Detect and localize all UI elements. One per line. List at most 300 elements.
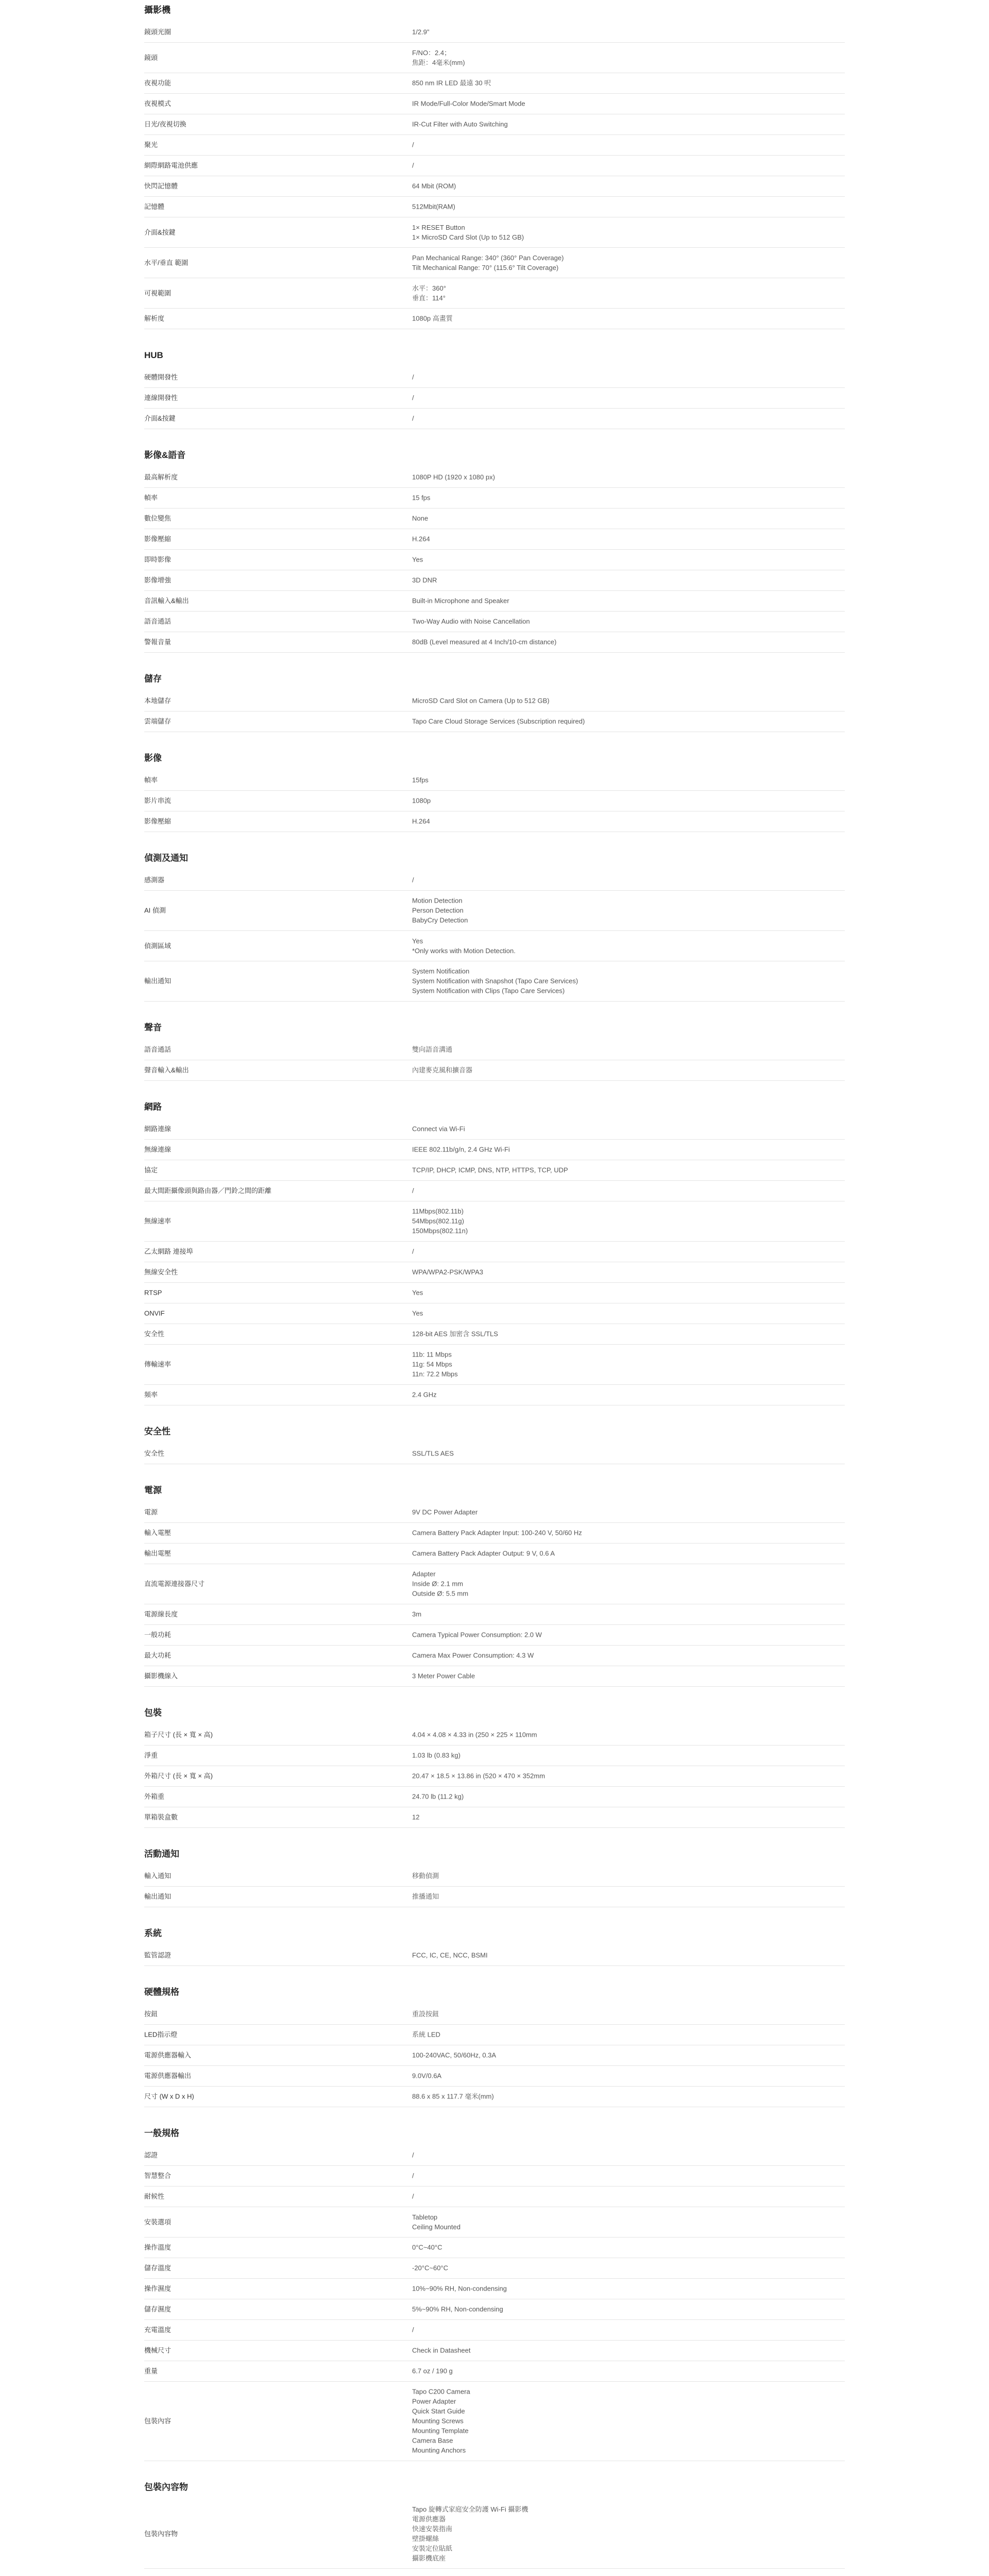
- spec-value: [412, 936, 834, 956]
- spec-value: [412, 2243, 834, 2252]
- spec-value: [412, 2284, 834, 2294]
- spec-value-line: /: [412, 414, 414, 422]
- spec-row: [144, 2319, 845, 2341]
- spec-value-line: 11g: 54 Mbps: [412, 1360, 452, 1368]
- spec-value-line: 10%~90% RH, Non-condensing: [412, 2284, 507, 2293]
- spec-value-line: 系統 LED: [412, 2030, 440, 2039]
- spec-label: 本地儲存: [144, 697, 172, 705]
- spec-value-line: Ceiling Mounted: [412, 2223, 461, 2231]
- spec-value-line: Camera Battery Pack Adapter Output: 9 V, 0.6 A: [412, 1549, 555, 1557]
- spec-value: [412, 1671, 834, 1681]
- spec-value: [412, 1288, 834, 1298]
- spec-row: [144, 1502, 845, 1523]
- spec-value-line: 雙向語音溝通: [412, 1045, 453, 1054]
- spec-value-line: Yes: [412, 1289, 423, 1297]
- spec-value-line: Motion Detection: [412, 896, 463, 905]
- spec-label: 偵測區域: [144, 942, 172, 950]
- spec-row: [144, 1564, 845, 1604]
- spec-label: 智慧整合: [144, 2172, 172, 2180]
- spec-label: 操作濕度: [144, 2284, 172, 2293]
- spec-value: [412, 78, 834, 88]
- spec-value: [412, 181, 834, 191]
- spec-row: [144, 1324, 845, 1345]
- spec-label: 按鈕: [144, 2010, 158, 2018]
- spec-row: [144, 247, 845, 278]
- spec-row: [144, 2086, 845, 2107]
- spec-value: [412, 534, 834, 544]
- spec-row: [144, 93, 845, 114]
- spec-value: [412, 2504, 834, 2563]
- spec-label: 影片串流: [144, 796, 172, 805]
- spec-value-line: F/NO：2.4；: [412, 48, 451, 57]
- spec-label: 感測器: [144, 876, 165, 884]
- spec-label: 聲音輸入&輸出: [144, 1066, 189, 1074]
- spec-value: [412, 2192, 834, 2201]
- spec-value: [412, 2263, 834, 2273]
- spec-value-line: 0°C~40°C: [412, 2243, 442, 2251]
- section-title: 電源: [144, 1485, 162, 1495]
- spec-row: [144, 1303, 845, 1324]
- spec-value: [412, 1186, 834, 1196]
- spec-value-line: /: [412, 1187, 414, 1195]
- spec-value: [412, 1045, 834, 1055]
- spec-value-line: SSL/TLS AES: [412, 1449, 454, 1458]
- spec-row: [144, 22, 845, 43]
- spec-label: 安裝選項: [144, 2218, 172, 2226]
- spec-label: 介面&按鍵: [144, 414, 176, 422]
- spec-row: [144, 1139, 845, 1160]
- spec-row: [144, 1344, 845, 1385]
- spec-value: [412, 283, 834, 303]
- spec-row: [144, 1443, 845, 1464]
- spec-label: 儲存濕度: [144, 2305, 172, 2313]
- spec-value: [412, 1609, 834, 1619]
- spec-value-line: /: [412, 2326, 414, 2334]
- spec-row: [144, 308, 845, 329]
- spec-label: 最大間距攝像頭與路由器／門鈴之間的距離: [144, 1187, 272, 1195]
- spec-row: [144, 711, 845, 732]
- spec-value-line: 3m: [412, 1610, 422, 1618]
- spec-value: [412, 1165, 834, 1175]
- spec-value-line: 9.0V/0.6A: [412, 2072, 442, 2080]
- spec-row: [144, 811, 845, 832]
- spec-value: [412, 2212, 834, 2232]
- spec-value-line: Tilt Mechanical Range: 70° (115.6° Tilt Coverage): [412, 263, 559, 272]
- spec-value-line: 11Mbps(802.11b): [412, 1207, 464, 1215]
- spec-row: [144, 2186, 845, 2207]
- spec-value-line: /: [412, 2172, 414, 2180]
- spec-value-line: 150Mbps(802.11n): [412, 1227, 468, 1235]
- spec-row: [144, 870, 845, 891]
- spec-label: 語音通話: [144, 1045, 172, 1054]
- spec-label: AI 偵測: [144, 906, 166, 914]
- spec-row: [144, 408, 845, 429]
- spec-value-line: Connect via Wi-Fi: [412, 1125, 465, 1133]
- spec-value: [412, 1549, 834, 1558]
- spec-label: 輸入電壓: [144, 1529, 172, 1537]
- spec-value-line: 850 nm IR LED 最遠 30 呎: [412, 79, 491, 87]
- spec-value: [412, 27, 834, 37]
- spec-row: [144, 2361, 845, 2382]
- spec-value: [412, 1449, 834, 1459]
- spec-row: [144, 2299, 845, 2320]
- spec-value-line: 攝影機底座: [412, 2554, 446, 2562]
- spec-value-line: 安裝定位貼紙: [412, 2544, 453, 2552]
- spec-label: 操作溫度: [144, 2243, 172, 2251]
- spec-value: [412, 161, 834, 171]
- spec-value: [412, 2071, 834, 2081]
- spec-label: 箱子尺寸 (長 × 寬 × 高): [144, 1731, 213, 1739]
- spec-label: 無線安全性: [144, 1268, 178, 1276]
- spec-value: [412, 575, 834, 585]
- spec-value-line: FCC, IC, CE, NCC, BSMI: [412, 1951, 488, 1959]
- spec-value-line: 11b: 11 Mbps: [412, 1350, 452, 1359]
- spec-value: [412, 223, 834, 242]
- section-title: 包裝內容物: [144, 2482, 188, 2492]
- spec-value-line: 電源供應器: [412, 2515, 446, 2523]
- spec-value-line: Yes: [412, 555, 423, 564]
- spec-label: LED指示燈: [144, 2030, 178, 2039]
- spec-row: [144, 2207, 845, 2238]
- spec-label: 影像壓縮: [144, 535, 172, 543]
- spec-label: 頻率: [144, 1391, 158, 1399]
- spec-value: [412, 1651, 834, 1660]
- section-title: 偵測及通知: [144, 853, 188, 863]
- spec-row: [144, 1724, 845, 1745]
- spec-row: [144, 196, 845, 217]
- spec-value: [412, 393, 834, 403]
- spec-value-line: /: [412, 2192, 414, 2200]
- spec-value: [412, 2009, 834, 2019]
- spec-value-line: 水平：360°: [412, 284, 446, 292]
- spec-label: 鏡頭光圈: [144, 28, 172, 36]
- spec-value-line: None: [412, 514, 429, 522]
- spec-value-line: /: [412, 141, 414, 149]
- spec-row: [144, 1241, 845, 1262]
- spec-label: 數位變焦: [144, 514, 172, 522]
- spec-value: [412, 1751, 834, 1760]
- spec-value-line: Pan Mechanical Range: 340° (360° Pan Coverage): [412, 253, 564, 262]
- section-title: 系統: [144, 1928, 162, 1938]
- spec-value-line: Power Adapter: [412, 2397, 456, 2405]
- spec-row: [144, 1886, 845, 1907]
- spec-value: [412, 1507, 834, 1517]
- spec-row: [144, 790, 845, 811]
- spec-label: 協定: [144, 1166, 158, 1174]
- spec-label: 記憶體: [144, 202, 165, 211]
- spec-row: [144, 1180, 845, 1201]
- spec-row: [144, 2165, 845, 2187]
- spec-value: [412, 1390, 834, 1400]
- spec-label: 淨重: [144, 1751, 158, 1759]
- spec-value-line: 1× RESET Button: [412, 223, 465, 231]
- spec-row: [144, 467, 845, 488]
- spec-row: [144, 549, 845, 570]
- spec-row: [144, 1666, 845, 1687]
- spec-row: [144, 1039, 845, 1060]
- spec-value: [412, 696, 834, 706]
- spec-label: 介面&按鍵: [144, 228, 176, 236]
- spec-row: [144, 2145, 845, 2166]
- spec-row: [144, 529, 845, 550]
- spec-value: [412, 617, 834, 626]
- spec-value-line: MicroSD Card Slot on Camera (Up to 512 GB): [412, 697, 550, 705]
- spec-value: [412, 596, 834, 606]
- spec-value: [412, 2030, 834, 2040]
- spec-value-line: 重設按鈕: [412, 2010, 439, 2018]
- spec-value: [412, 2171, 834, 2181]
- spec-label: 可視範圍: [144, 289, 172, 297]
- spec-label: 無線速率: [144, 1217, 172, 1225]
- spec-label: 一般功耗: [144, 1631, 172, 1639]
- spec-value-line: /: [412, 876, 414, 884]
- spec-label: 影像壓縮: [144, 817, 172, 825]
- section-title: 硬體規格: [144, 1987, 179, 1997]
- spec-value-line: 3D DNR: [412, 576, 437, 584]
- spec-value-line: 100-240VAC, 50/60Hz, 0.3A: [412, 2051, 497, 2059]
- spec-label: 快閃記憶體: [144, 182, 178, 190]
- spec-value: [412, 2092, 834, 2102]
- spec-value-line: WPA/WPA2-PSK/WPA3: [412, 1268, 483, 1276]
- spec-row: [144, 217, 845, 248]
- spec-label: 尺寸 (W x D x H): [144, 2092, 194, 2100]
- spec-value-line: 15fps: [412, 776, 429, 784]
- spec-value: [412, 1951, 834, 1960]
- spec-label: 單箱裝盒數: [144, 1813, 178, 1821]
- spec-value: [412, 314, 834, 324]
- spec-value-line: 64 Mbit (ROM): [412, 182, 456, 190]
- spec-value: [412, 1309, 834, 1318]
- spec-row: [144, 2381, 845, 2461]
- spec-label: 輸出通知: [144, 1892, 172, 1901]
- spec-row: [144, 1282, 845, 1303]
- spec-row: [144, 2340, 845, 2361]
- spec-value-line: IR Mode/Full-Color Mode/Smart Mode: [412, 99, 525, 108]
- spec-row: [144, 114, 845, 135]
- spec-label: 警報音量: [144, 638, 172, 646]
- spec-value-line: Tabletop: [412, 2213, 438, 2221]
- section-title: 一般規格: [144, 2128, 179, 2138]
- spec-row: [144, 2024, 845, 2045]
- spec-value: [412, 1871, 834, 1881]
- spec-value: [412, 48, 834, 67]
- spec-row: [144, 930, 845, 961]
- spec-value-line: Check in Datasheet: [412, 2346, 471, 2354]
- spec-row: [144, 2065, 845, 2087]
- spec-row: [144, 42, 845, 73]
- spec-value: [412, 775, 834, 785]
- spec-label: 網路連線: [144, 1125, 172, 1133]
- spec-row: [144, 2499, 845, 2569]
- spec-value: [412, 1630, 834, 1640]
- spec-value-line: 9V DC Power Adapter: [412, 1508, 478, 1516]
- spec-value-line: Camera Base: [412, 2436, 453, 2445]
- section-title: HUB: [144, 350, 163, 360]
- spec-row: [144, 1766, 845, 1787]
- spec-row: [144, 2237, 845, 2258]
- spec-value-line: /: [412, 2151, 414, 2159]
- spec-value-line: Mounting Anchors: [412, 2446, 466, 2454]
- spec-row: [144, 1604, 845, 1625]
- spec-label: 包裝內容: [144, 2417, 172, 2425]
- spec-value: [412, 202, 834, 212]
- spec-label: 水平/垂直 範圍: [144, 259, 189, 266]
- section-title: 聲音: [144, 1023, 162, 1032]
- spec-value-line: Tapo 旋轉式家庭安全防護 Wi-Fi 攝影機: [412, 2505, 528, 2513]
- spec-value: [412, 817, 834, 826]
- spec-row: [144, 176, 845, 197]
- spec-label: 輸出電壓: [144, 1549, 172, 1557]
- spec-value-line: 壁掛螺絲: [412, 2534, 439, 2543]
- spec-row: [144, 1201, 845, 1242]
- spec-label: 充電溫度: [144, 2326, 172, 2334]
- spec-row: [144, 2004, 845, 2025]
- spec-value: [412, 555, 834, 565]
- spec-label: 認證: [144, 2151, 158, 2159]
- spec-value-line: 4.04 × 4.08 × 4.33 in (250 × 225 × 110mm: [412, 1731, 537, 1739]
- spec-value-line: 5%~90% RH, Non-condensing: [412, 2305, 503, 2313]
- spec-value-line: -20°C~60°C: [412, 2264, 449, 2272]
- spec-label: 無線連線: [144, 1145, 172, 1154]
- spec-row: [144, 2045, 845, 2066]
- spec-label: 攝影機線入: [144, 1672, 178, 1680]
- spec-row: [144, 611, 845, 632]
- spec-value-line: Mounting Template: [412, 2427, 469, 2435]
- spec-value-line: Tapo C200 Camera: [412, 2387, 470, 2396]
- spec-label: 乙太網路 連接埠: [144, 1247, 193, 1256]
- spec-value: [412, 1065, 834, 1075]
- spec-value-line: 88.6 x 85 x 117.7 毫米(mm): [412, 2092, 494, 2100]
- spec-value-line: 24.70 lb (11.2 kg): [412, 1792, 464, 1801]
- spec-value-line: Camera Typical Power Consumption: 2.0 W: [412, 1631, 542, 1639]
- spec-value-line: Camera Battery Pack Adapter Input: 100-240 V, 50/60 Hz: [412, 1529, 582, 1537]
- spec-row: [144, 367, 845, 388]
- spec-label: 日光/夜視切換: [144, 120, 186, 128]
- spec-value-line: Yes: [412, 1309, 423, 1317]
- spec-row: [144, 1945, 845, 1966]
- spec-value: [412, 1792, 834, 1802]
- spec-label: 鏡頭: [144, 54, 158, 61]
- spec-row: [144, 2258, 845, 2279]
- spec-value: [412, 1892, 834, 1902]
- spec-label: 傳輸速率: [144, 1360, 172, 1368]
- spec-label: 電源線長度: [144, 1610, 178, 1618]
- spec-row: [144, 1262, 845, 1283]
- spec-value: [412, 896, 834, 925]
- spec-value: [412, 493, 834, 503]
- spec-value-line: *Only works with Motion Detection.: [412, 946, 516, 955]
- spec-value: [412, 1207, 834, 1236]
- spec-value-line: /: [412, 161, 414, 170]
- spec-value: [412, 2304, 834, 2314]
- spec-value-line: 垂直：114°: [412, 294, 446, 302]
- spec-label: 電源供應器輸入: [144, 2051, 192, 2059]
- spec-value-line: 1080P HD (1920 x 1080 px): [412, 473, 495, 481]
- spec-value-line: 512Mbit(RAM): [412, 202, 455, 211]
- spec-value-line: 1× MicroSD Card Slot (Up to 512 GB): [412, 233, 524, 241]
- spec-value-line: Inside Ø: 2.1 mm: [412, 1580, 463, 1588]
- spec-value-line: /: [412, 1247, 414, 1256]
- spec-row: [144, 1118, 845, 1140]
- spec-value: [412, 414, 834, 423]
- spec-value-line: 焦距：4毫米(mm): [412, 58, 465, 66]
- spec-label: 包裝內容物: [144, 2530, 178, 2537]
- spec-value: [412, 1267, 834, 1277]
- spec-label: 直流電源連接器尺寸: [144, 1580, 205, 1588]
- spec-value-line: 54Mbps(802.11g): [412, 1217, 464, 1225]
- spec-row: [144, 1160, 845, 1181]
- spec-row: [144, 155, 845, 176]
- spec-row: [144, 1384, 845, 1405]
- spec-value-line: TCP/IP, DHCP, ICMP, DNS, NTP, HTTPS, TCP, UDP: [412, 1166, 568, 1174]
- spec-row: [144, 387, 845, 409]
- spec-label: 夜視功能: [144, 79, 172, 87]
- spec-row: [144, 570, 845, 591]
- spec-value-line: Person Detection: [412, 906, 464, 914]
- spec-value-line: System Notification: [412, 967, 470, 975]
- spec-value-line: Quick Start Guide: [412, 2407, 465, 2415]
- spec-label: 外箱重: [144, 1792, 165, 1801]
- section-title: 包裝: [144, 1708, 162, 1718]
- spec-row: [144, 632, 845, 653]
- spec-value: [412, 967, 834, 996]
- spec-value-line: Yes: [412, 937, 423, 945]
- spec-value-line: 2.4 GHz: [412, 1391, 437, 1399]
- spec-row: [144, 1624, 845, 1646]
- spec-value-line: Built-in Microphone and Speaker: [412, 597, 509, 605]
- spec-value: [412, 1350, 834, 1379]
- spec-value: [412, 514, 834, 523]
- spec-row: [144, 1543, 845, 1564]
- spec-row: [144, 890, 845, 931]
- spec-value: [412, 472, 834, 482]
- section-title: 活動通知: [144, 1849, 179, 1859]
- spec-label: 安全性: [144, 1449, 165, 1458]
- spec-value-line: 3 Meter Power Cable: [412, 1672, 475, 1680]
- section-title: 安全性: [144, 1427, 170, 1436]
- spec-value-line: 80dB (Level measured at 4 Inch/10-cm distance): [412, 638, 557, 646]
- spec-row: [144, 134, 845, 156]
- spec-value-line: BabyCry Detection: [412, 916, 468, 924]
- spec-value-line: 推播通知: [412, 1892, 439, 1901]
- spec-row: [144, 770, 845, 791]
- spec-row: [144, 487, 845, 509]
- spec-label: 聚光: [144, 141, 158, 149]
- section-title: 影像&語音: [144, 450, 186, 460]
- spec-value-line: 15 fps: [412, 494, 431, 502]
- spec-label: RTSP: [144, 1289, 162, 1297]
- spec-value: [412, 796, 834, 806]
- spec-value: [412, 875, 834, 885]
- spec-value-line: 1080p 高畫質: [412, 314, 453, 323]
- spec-value-line: System Notification with Snapshot (Tapo Care Services): [412, 977, 578, 985]
- spec-value-line: Tapo Care Cloud Storage Services (Subscription required): [412, 717, 585, 725]
- spec-label: 最大功耗: [144, 1651, 172, 1659]
- spec-value: [412, 99, 834, 109]
- spec-value-line: 12: [412, 1813, 420, 1821]
- spec-label: 儲存溫度: [144, 2264, 172, 2272]
- spec-value: [412, 2346, 834, 2355]
- spec-value: [412, 2387, 834, 2455]
- spec-value: [412, 1771, 834, 1781]
- spec-label: 幀率: [144, 776, 158, 784]
- spec-label: 即時影像: [144, 555, 172, 564]
- spec-value-line: 6.7 oz / 190 g: [412, 2367, 453, 2375]
- spec-value-line: 128-bit AES 加密含 SSL/TLS: [412, 1330, 498, 1338]
- spec-value: [412, 2325, 834, 2335]
- spec-value: [412, 1124, 834, 1134]
- spec-label: 網際網路電池供應: [144, 161, 198, 170]
